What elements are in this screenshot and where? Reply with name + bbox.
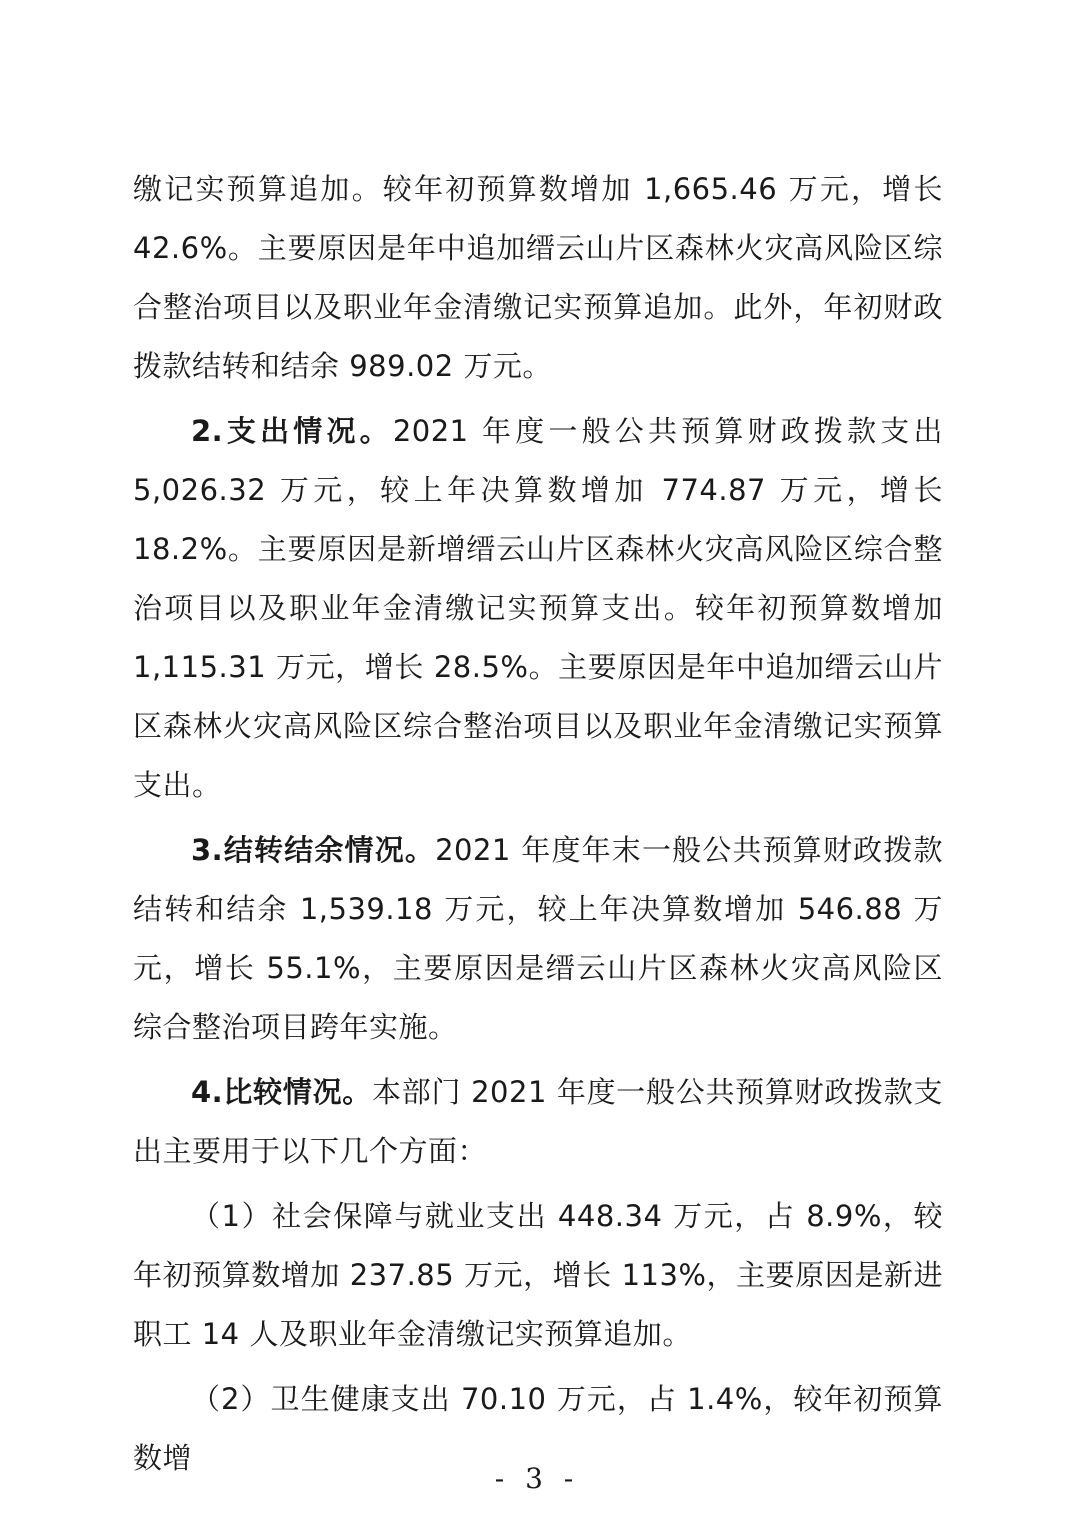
paragraph-text: 2021 年度年末一般公共预算财政拨款结转和结余 1,539.18 万元，较上年决算数增加 546.88 万元，增长 55.1%，主要原因是缙云山片区森林火灾高风险区综合整治项目跨年实施。 xyxy=(133,833,943,1044)
paragraph-text: （1）社会保障与就业支出 448.34 万元，占 8.9%，较年初预算数增加 237.85 万元，增长 113%，主要原因是新进职工 14 人及职业年金清缴记实预算追加。 xyxy=(133,1199,943,1351)
paragraph-text: 本部门 2021 年度一般公共预算财政拨款支出主要用于以下几个方面： xyxy=(133,1075,943,1168)
paragraph-text: （2）卫生健康支出 70.10 万元，占 1.4%，较年初预算数增 xyxy=(133,1382,943,1475)
paragraph-item-1 xyxy=(133,1187,943,1364)
paragraph-comparison xyxy=(133,1063,943,1181)
paragraph-expenditure xyxy=(133,402,943,815)
paragraph-text: 缴记实预算追加。较年初预算数增加 1,665.46 万元，增长 42.6%。主要原因是年中追加缙云山片区森林火灾高风险区综合整治项目以及职业年金清缴记实预算追加。此外，年初财政拨款结转和结余 989.02 万元。 xyxy=(133,172,943,383)
document-body xyxy=(133,160,943,1488)
page-number: - 3 - xyxy=(494,1462,580,1495)
paragraph-heading-carryover: 3.结转结余情况。 xyxy=(191,833,436,867)
paragraph-heading-expenditure: 2.支出情况。 xyxy=(191,414,393,448)
paragraph-carryover xyxy=(133,821,943,1057)
paragraph-income-continued xyxy=(133,160,943,396)
paragraph-heading-comparison: 4.比较情况。 xyxy=(191,1075,373,1109)
paragraph-text: 2021 年度一般公共预算财政拨款支出 5,026.32 万元，较上年决算数增加 774.87 万元，增长 18.2%。主要原因是新增缙云山片区森林火灾高风险区综合整治项目以及职业年金清缴记实预算支出。较年初预算数增加 1,115.31 万元，增长 28.5%。主要原因是年中追加缙云山片区森林火灾高风险区综合整治项目以及职业年金清缴记实预算支出。 xyxy=(133,414,943,802)
